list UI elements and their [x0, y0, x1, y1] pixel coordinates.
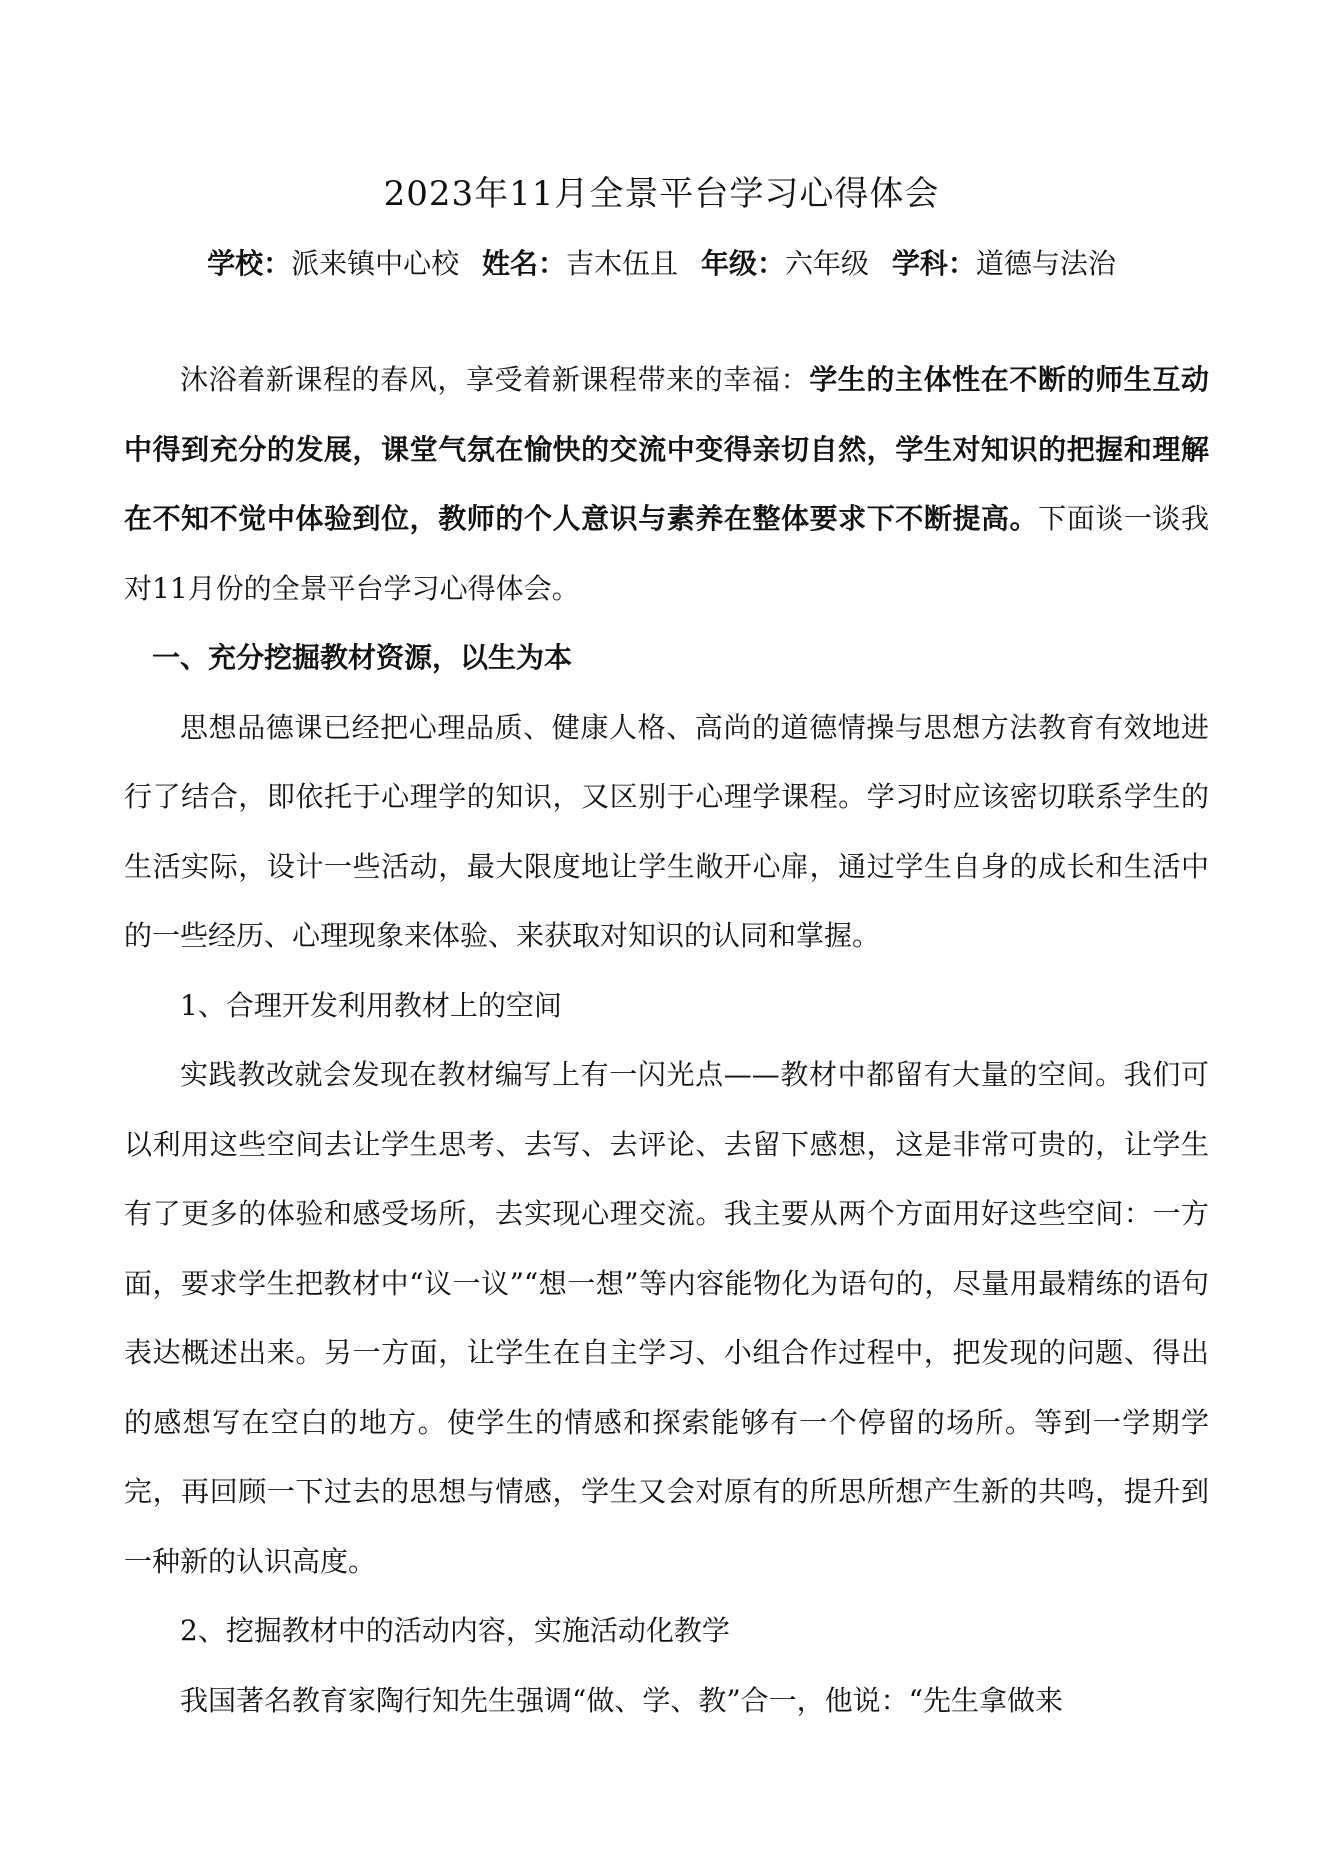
name-value: 吉木伍且: [566, 247, 679, 280]
name-label: 姓名：: [482, 247, 567, 280]
page-title: 2023年11月全景平台学习心得体会: [383, 174, 940, 214]
intro-lead: 沐浴着新课程的春风，享受着新课程带来的幸福：: [180, 363, 810, 396]
sub1-paragraph: 实践教改就会发现在教材编写上有一闪光点——教材中都留有大量的空间。我们可以利用这些空间去让学生思考、去写、去评论、去留下感想，这是非常可贵的，让学生有了更多的体验和感受场所，去实现心理交流。我主要从两个方面用好这些空间：一方面，要求学生把教材中“议一议”“想一想”等内容能物化为语句的，尽量用最精练的语句表达概述出来。另一方面，让学生在自主学习、小组合作过程中，把发现的问题、得出的感想写在空白的地方。使学生的情感和探索能够有一个停留的场所。等到一学期学完，再回顾一下过去的思想与情感，学生又会对原有的所思所想产生新的共鸣，提升到一种新的认识高度。: [124, 1058, 1209, 1578]
subject-label: 学科：: [891, 247, 976, 280]
grade-value: 六年级: [784, 247, 869, 280]
school-label: 学校：: [207, 247, 292, 280]
sub2-heading: 2、挖掘教材中的活动内容，实施活动化教学: [180, 1614, 730, 1647]
document-meta: [0, 244, 1323, 284]
intro-bold: 学生的主体性在不断的师生互动中得到充分的发展，课堂气氛在愉快的交流中变得亲切自然，学生对知识的把握和理解在不知不觉中体验到位，教师的个人意识与素养在整体要求下不断提高。: [124, 363, 1209, 535]
section1-heading: 一、充分挖掘教材资源，以生为本: [152, 641, 573, 674]
intro-tail: 下面谈一谈我对11月份的全景平台学习心得体会。: [124, 502, 1209, 605]
school-value: 派来镇中心校: [291, 247, 460, 280]
subject-value: 道德与法治: [975, 247, 1116, 280]
sub2-paragraph: 我国著名教育家陶行知先生强调“做、学、教”合一，他说：“先生拿做来: [180, 1683, 1063, 1717]
sub1-heading: 1、合理开发利用教材上的空间: [180, 988, 562, 1022]
intro-paragraph: [124, 345, 1209, 623]
grade-label: 年级：: [700, 247, 785, 280]
document-body: [124, 345, 1209, 1735]
section1-paragraph: 思想品德课已经把心理品质、健康人格、高尚的道德情操与思想方法教育有效地进行了结合，即依托于心理学的知识，又区别于心理学课程。学习时应该密切联系学生的生活实际，设计一些活动，最大限度地让学生敞开心扉，通过学生自身的成长和生活中的一些经历、心理现象来体验、来获取对知识的认同和掌握。: [124, 710, 1209, 952]
